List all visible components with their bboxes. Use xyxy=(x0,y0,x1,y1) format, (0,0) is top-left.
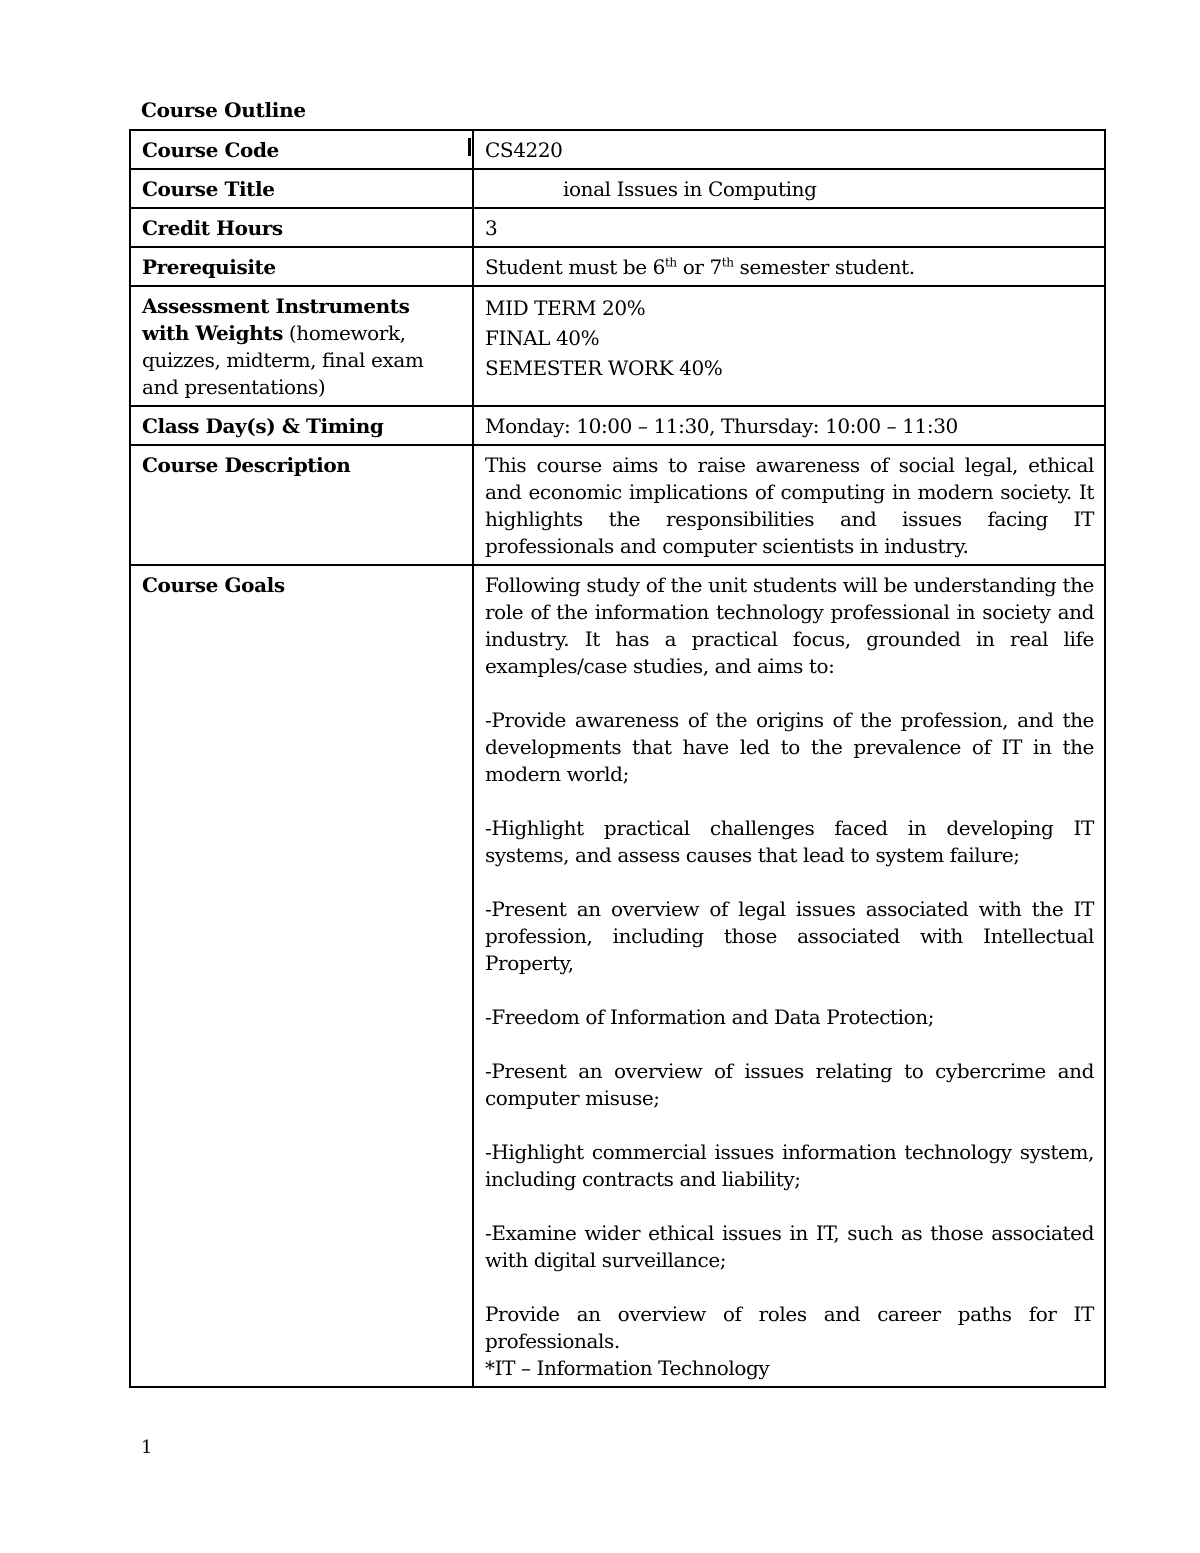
assessment-line: MID TERM 20% xyxy=(485,296,646,320)
table-row-prerequisite xyxy=(130,247,1105,286)
goal-item: -Provide awareness of the origins of the profession, and the developments that have led to the prevalence of IT in the modern world; xyxy=(485,708,1094,786)
label-course-description: Course Description xyxy=(130,445,473,565)
table-row-assessment xyxy=(130,286,1105,406)
table-row-course-description xyxy=(130,445,1105,565)
value-course-code: CS4220 xyxy=(473,130,1105,169)
course-outline-table xyxy=(129,129,1106,1388)
label-credit-hours: Credit Hours xyxy=(130,208,473,247)
value-class-days: Monday: 10:00 – 11:30, Thursday: 10:00 – 11:30 xyxy=(473,406,1105,445)
value-course-description: This course aims to raise awareness of social legal, ethical and economic implications of computing in modern society. It highlights the responsibilities and issues facing IT professionals and computer scientists in industry. xyxy=(473,445,1105,565)
prerequisite-sup-1: th xyxy=(664,255,677,270)
page-title: Course Outline xyxy=(141,98,306,122)
goal-item: -Present an overview of legal issues associated with the IT profession, including those associated with Intellectual Property, xyxy=(485,897,1094,975)
label-prerequisite: Prerequisite xyxy=(130,247,473,286)
table-row-course-goals xyxy=(130,565,1105,1387)
page-number: 1 xyxy=(141,1437,153,1458)
value-course-goals xyxy=(473,565,1105,1387)
goal-item: -Highlight commercial issues information technology system, including contracts and liability; xyxy=(485,1140,1094,1191)
goal-item: Provide an overview of roles and career paths for IT professionals. xyxy=(485,1302,1094,1353)
title-occlusion xyxy=(485,181,563,201)
goals-footnote: *IT – Information Technology xyxy=(485,1356,770,1380)
label-course-goals: Course Goals xyxy=(130,565,473,1387)
value-prerequisite xyxy=(473,247,1105,286)
table-row-course-title xyxy=(130,169,1105,208)
prerequisite-text-1: Student must be 6 xyxy=(485,255,665,279)
cell-divider-mark xyxy=(468,138,471,156)
value-credit-hours: 3 xyxy=(473,208,1105,247)
table-row-class-days xyxy=(130,406,1105,445)
goal-item: -Examine wider ethical issues in IT, such as those associated with digital surveillance; xyxy=(485,1221,1094,1272)
assessment-label-normal: (homework, quizzes, midterm, final exam and presentations) xyxy=(142,321,424,399)
label-course-code: Course Code xyxy=(130,130,473,169)
prerequisite-text-3: semester student. xyxy=(733,255,915,279)
goal-item: -Freedom of Information and Data Protection; xyxy=(485,1005,935,1029)
prerequisite-text-2: or 7 xyxy=(676,255,722,279)
table-row-credit-hours xyxy=(130,208,1105,247)
assessment-label-bold: Assessment Instruments with Weights xyxy=(142,294,410,345)
value-assessment xyxy=(473,286,1105,406)
goals-intro: Following study of the unit students will be understanding the role of the information technology professional in society and industry. It has a practical focus, grounded in real life examples/case studies, and aims to: xyxy=(485,573,1094,678)
assessment-line: SEMESTER WORK 40% xyxy=(485,356,723,380)
value-course-title-cell xyxy=(473,169,1105,208)
assessment-line: FINAL 40% xyxy=(485,326,600,350)
goal-item: -Highlight practical challenges faced in developing IT systems, and assess causes that lead to system failure; xyxy=(485,816,1094,867)
label-course-title: Course Title xyxy=(130,169,473,208)
label-class-days: Class Day(s) & Timing xyxy=(130,406,473,445)
goal-item: -Present an overview of issues relating to cybercrime and computer misuse; xyxy=(485,1059,1094,1110)
table-row-course-code xyxy=(130,130,1105,169)
label-assessment xyxy=(130,286,473,406)
prerequisite-sup-2: th xyxy=(721,255,734,270)
value-course-title: ional Issues in Computing xyxy=(563,177,817,201)
